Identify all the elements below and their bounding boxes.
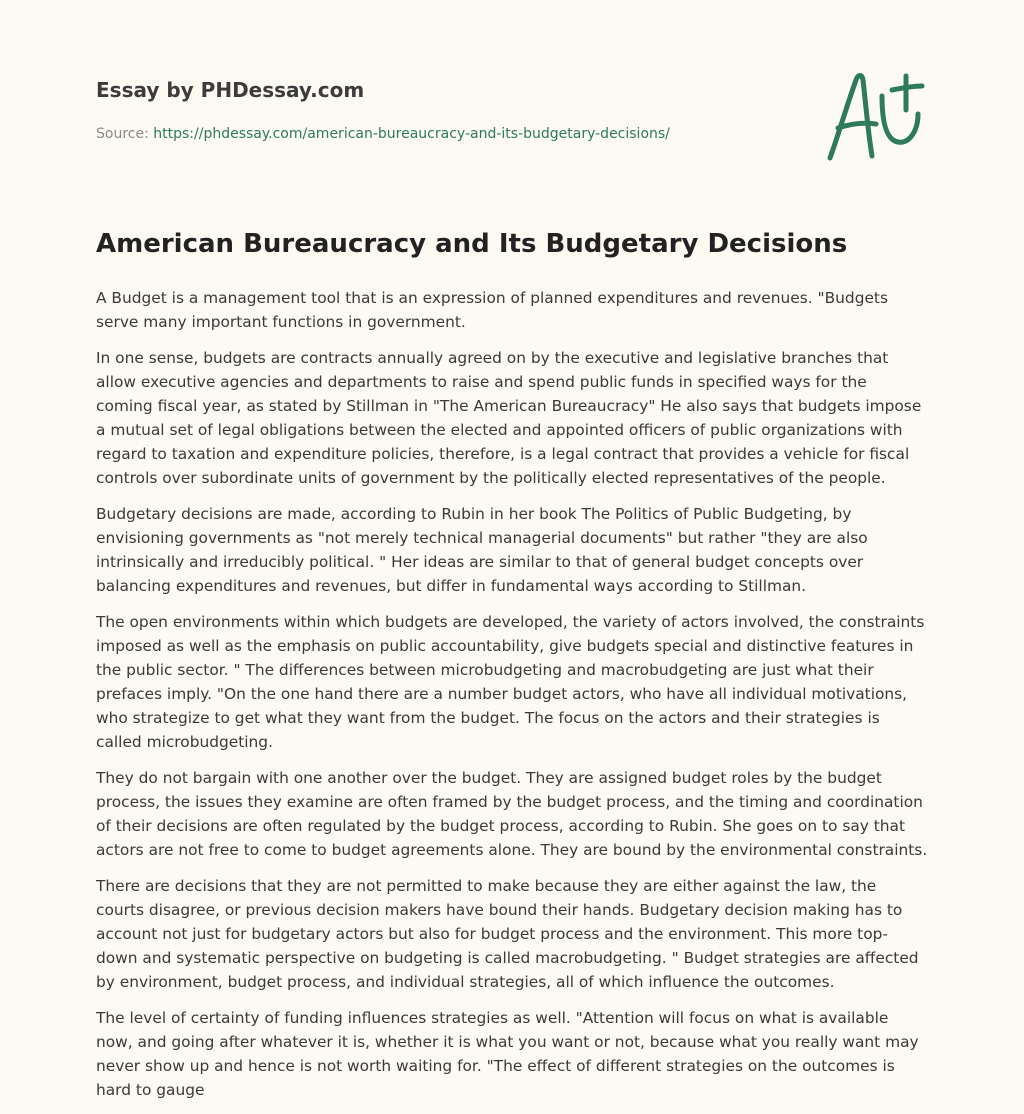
essay-paragraph-2: In one sense, budgets are contracts annually agreed on by the executive and legislative branches that allow executive agencies and departments to raise and spend public funds in specified ways for the coming fiscal year, as stated by Stillman in "The American Bureaucracy" He also says that budgets impose a mutual set of legal obligations between the elected and appointed officers of public organizations with regard to taxation and expenditure policies, therefore, is a legal contract that provides a vehicle for fiscal controls over subordinate units of government by the politically elected representatives of the people.: [96, 349, 922, 487]
source-label: Source:: [96, 126, 154, 142]
essay-paragraph-7: The level of certainty of funding influences strategies as well. "Attention will focus on what is available now, and going after whatever it is, whether it is what you want or not, because what you really want may never show up and hence is not worth waiting for. "The effect of different strategies on the outcomes is hard to gauge: [96, 1009, 919, 1099]
a-plus-logo: [820, 66, 930, 166]
source-link[interactable]: https://phdessay.com/american-bureaucracy-and-its-budgetary-decisions/: [153, 126, 670, 142]
essay-paragraph-3: Budgetary decisions are made, according to Rubin in her book The Politics of Public Budgeting, by envisioning governments as "not merely technical managerial documents" but rather "they are also intrinsically and irreducibly political. " Her ideas are similar to that of general budget concepts over balancing expenditures and revenues, but differ in fundamental ways according to Stillman.: [96, 505, 868, 595]
essay-paragraph-6: There are decisions that they are not permitted to make because they are either against the law, the courts disagree, or previous decision makers have bound their hands. Budgetary decision making has to account not just for budgetary actors but also for budget process and the environment. This more top-down and systematic perspective on budgeting is called macrobudgeting. " Budget strategies are affected by environment, budget process, and individual strategies, all of which influence the outcomes.: [96, 877, 919, 991]
site-title: Essay by PHDessay.com: [96, 78, 365, 102]
essay-paragraph-5: They do not bargain with one another over the budget. They are assigned budget roles by the budget process, the issues they examine are often framed by the budget process, and the timing and coordination of their decisions are often regulated by the budget process, according to Rubin. She goes on to say that actors are not free to come to budget agreements alone. They are bound by the environmental constraints.: [96, 769, 928, 859]
page-header: [96, 76, 796, 144]
essay-paragraph-1: A Budget is a management tool that is an expression of planned expenditures and revenues. "Budgets serve many important functions in government.: [96, 289, 888, 331]
essay-paragraph-4: The open environments within which budgets are developed, the variety of actors involved, the constraints imposed as well as the emphasis on public accountability, give budgets special and distinctive features in the public sector. " The differences between microbudgeting and macrobudgeting are just what their prefaces imply. "On the one hand there are a number budget actors, who have all individual motivations, who strategize to get what they want from the budget. The focus on the actors and their strategies is called microbudgeting.: [96, 613, 925, 751]
a-plus-logo-icon: [820, 66, 930, 166]
essay-title: American Bureaucracy and Its Budgetary Decisions: [96, 229, 848, 259]
essay-body: [96, 286, 928, 1114]
source-line: [96, 124, 796, 144]
